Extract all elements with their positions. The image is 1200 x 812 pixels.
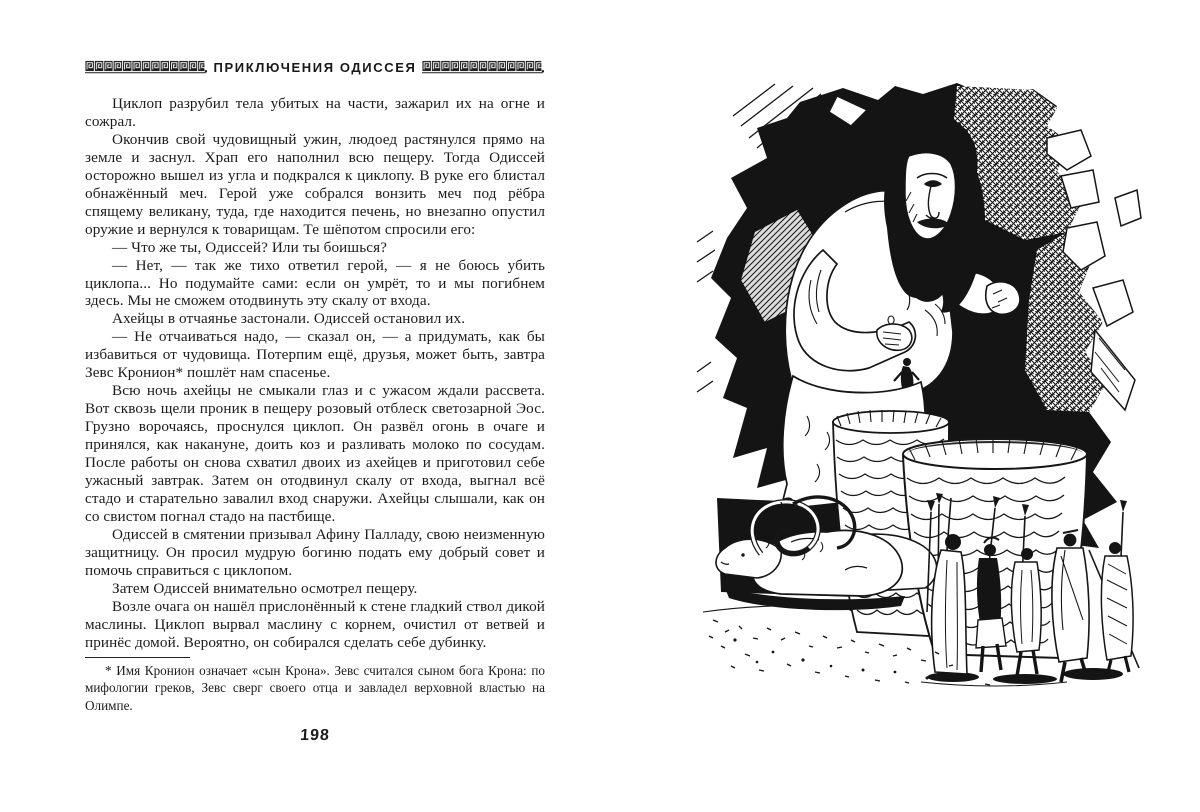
paragraph: — Нет, — так же тихо ответил герой, — я не боюсь убить циклопа... Но подумайте сами: если он умрёт, то и мы погибнем здесь. Мы не сможем отодвинуть эту скалу от входа.: [85, 256, 545, 310]
paragraph: Возле очага он нашёл прислонённый к стене гладкий ствол дикой маслины. Циклоп вырвал маслину с корнем, очистил от ветвей и принёс домой. Вероятно, он собирался сделать себе дубинку.: [85, 597, 545, 651]
footnote-block: [85, 657, 545, 715]
paragraph: — Что же ты, Одиссей? Или ты боишься?: [112, 238, 387, 256]
page-number: 198: [299, 727, 331, 745]
paragraph: Ахейцы в отчаянье застонали. Одиссей остановил их.: [112, 310, 466, 328]
greek-meander-ornament-left: [85, 60, 208, 75]
paragraph: Затем Одиссей внимательно осмотрел пещеру.: [112, 579, 418, 597]
footnote-text: * Имя Кронион означает «сын Крона». Зевс считался сыном бога Крона: по мифологии греков, Зевс сверг своего отца и завладел верховной властью на Олимпе.: [85, 662, 545, 713]
cyclops-in-cave-drawing: [695, 80, 1145, 702]
body-text-column: [85, 95, 545, 745]
paragraph: Одиссей в смятении призывал Афину Палладу, свою неизменную защитницу. Он просил мудрую богиню подать ему добрый совет и помочь справиться с циклопом.: [85, 525, 545, 579]
paragraph: Циклоп разрубил тела убитых на части, зажарил их на огне и сожрал.: [85, 95, 545, 130]
cyclops-illustration: [695, 80, 1145, 702]
page-title: ПРИКЛЮЧЕНИЯ ОДИССЕЯ: [213, 59, 417, 75]
paragraph: — Не отчаиваться надо, — сказал он, — а придумать, как бы избавиться от чудовища. Потерпим ещё, друзья, может быть, завтра Зевс Кронион* пошлёт нам спасенье.: [85, 328, 545, 382]
paragraph: Окончив свой чудовищный ужин, людоед растянулся прямо на земле и заснул. Храп его наполнил всю пещеру. Тогда Одиссей осторожно вышел из угла и подкрался к циклопу. В руке его блистал обнажённый меч. Герой уже собрался вонзить меч под рёбра спящему великану, туда, где находится печень, но внезапно опустил оружие и вернулся к товарищам. Те шёпотом спросили его:: [85, 130, 545, 238]
footnote-separator: [85, 657, 190, 658]
running-header: [85, 58, 545, 76]
greek-meander-ornament-right: [422, 60, 545, 75]
paragraph: Всю ночь ахейцы не смыкали глаз и с ужасом ждали рассвета. Вот сквозь щели проник в пещеру розовый отблеск светозарной Эос. Грузно ворочаясь, проснулся циклоп. Он развёл огонь в очаге и принялся, как накануне, доить коз и разливать молоко по сосудам. После работы он снова схватил двоих из ахейцев и приготовил себе ужасный завтрак. Затем он отодвинул скалу от входа, выгнал всё стадо и старательно завалил вход снаружи. Ахейцы слышали, как он со свистом погнал стадо на пастбище.: [85, 382, 545, 525]
paragraph-list: [85, 95, 545, 652]
